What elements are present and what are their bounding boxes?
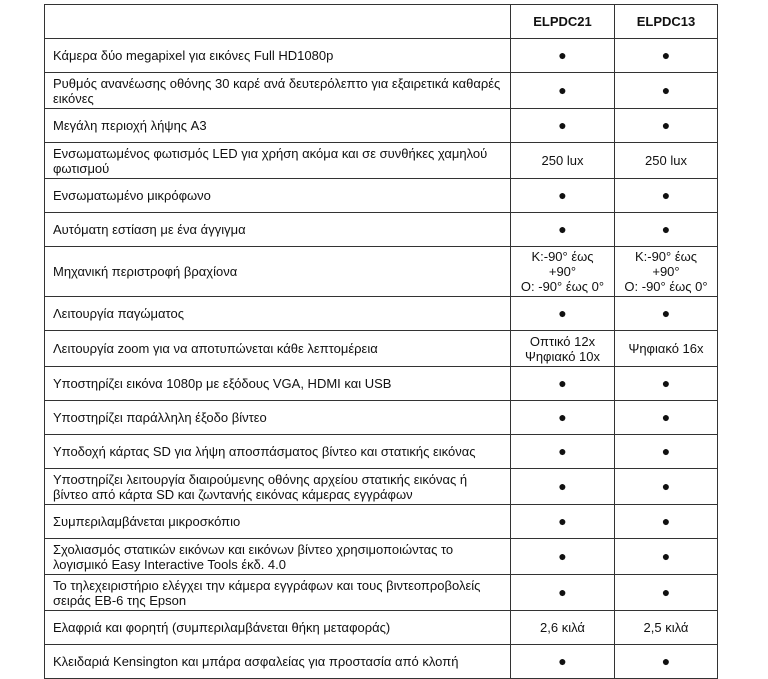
elpdc13-value: ● bbox=[615, 469, 718, 505]
feature-cell: Υποστηρίζει εικόνα 1080p με εξόδους VGA, HDMI και USB bbox=[45, 367, 511, 401]
elpdc21-value: 250 lux bbox=[511, 143, 615, 179]
elpdc21-value: ● bbox=[511, 73, 615, 109]
feature-cell: Συμπεριλαμβάνεται μικροσκόπιο bbox=[45, 505, 511, 539]
feature-cell: Μηχανική περιστροφή βραχίονα bbox=[45, 247, 511, 297]
feature-cell: Το τηλεχειριστήριο ελέγχει την κάμερα εγγράφων και τους βιντεοπροβολείς σειράς EB-6 της Epson bbox=[45, 575, 511, 611]
feature-cell: Κάμερα δύο megapixel για εικόνες Full HD1080p bbox=[45, 39, 511, 73]
elpdc13-value: 250 lux bbox=[615, 143, 718, 179]
elpdc21-value: ● bbox=[511, 109, 615, 143]
elpdc13-value: ● bbox=[615, 73, 718, 109]
table-row bbox=[45, 645, 718, 679]
feature-cell: Σχολιασμός στατικών εικόνων και εικόνων βίντεο χρησιμοποιώντας το λογισμικό Easy Interactive Tools έκδ. 4.0 bbox=[45, 539, 511, 575]
table-row bbox=[45, 179, 718, 213]
elpdc21-value bbox=[511, 331, 615, 367]
elpdc13-value: 2,5 κιλά bbox=[615, 611, 718, 645]
table-row bbox=[45, 469, 718, 505]
elpdc21-value: ● bbox=[511, 645, 615, 679]
feature-cell: Υποστηρίζει παράλληλη έξοδο βίντεο bbox=[45, 401, 511, 435]
elpdc13-value: ● bbox=[615, 575, 718, 611]
elpdc13-value: ● bbox=[615, 213, 718, 247]
elpdc13-value: ● bbox=[615, 39, 718, 73]
elpdc13-value: ● bbox=[615, 539, 718, 575]
table-row bbox=[45, 401, 718, 435]
elpdc21-value: ● bbox=[511, 539, 615, 575]
elpdc21-value-text: Οπτικό 12x Ψηφιακό 10x bbox=[524, 333, 601, 364]
elpdc13-value: ● bbox=[615, 645, 718, 679]
table-row bbox=[45, 435, 718, 469]
feature-cell: Υποδοχή κάρτας SD για λήψη αποσπάσματος βίντεο και στατικής εικόνας bbox=[45, 435, 511, 469]
elpdc21-value: ● bbox=[511, 367, 615, 401]
elpdc21-value: ● bbox=[511, 39, 615, 73]
table-row bbox=[45, 109, 718, 143]
elpdc13-value bbox=[615, 247, 718, 297]
elpdc13-value: ● bbox=[615, 297, 718, 331]
elpdc21-value: 2,6 κιλά bbox=[511, 611, 615, 645]
table-row bbox=[45, 143, 718, 179]
elpdc13-value: ● bbox=[615, 401, 718, 435]
elpdc13-value: ● bbox=[615, 109, 718, 143]
table-row bbox=[45, 73, 718, 109]
elpdc13-value bbox=[615, 331, 718, 367]
header-elpdc13: ELPDC13 bbox=[615, 5, 718, 39]
header-feature-cell bbox=[45, 5, 511, 39]
feature-cell: Αυτόματη εστίαση με ένα άγγιγμα bbox=[45, 213, 511, 247]
elpdc21-value: ● bbox=[511, 435, 615, 469]
elpdc13-value: ● bbox=[615, 179, 718, 213]
feature-cell: Ρυθμός ανανέωσης οθόνης 30 καρέ ανά δευτερόλεπτο για εξαιρετικά καθαρές εικόνες bbox=[45, 73, 511, 109]
elpdc21-value: ● bbox=[511, 575, 615, 611]
elpdc21-value: ● bbox=[511, 401, 615, 435]
elpdc13-value: ● bbox=[615, 367, 718, 401]
elpdc21-value: ● bbox=[511, 297, 615, 331]
comparison-table bbox=[44, 4, 718, 679]
feature-cell: Μεγάλη περιοχή λήψης A3 bbox=[45, 109, 511, 143]
elpdc13-value: ● bbox=[615, 435, 718, 469]
elpdc13-value-text: Κ:-90° έως +90° O: -90° έως 0° bbox=[624, 249, 708, 294]
header-elpdc21: ELPDC21 bbox=[511, 5, 615, 39]
table-row bbox=[45, 611, 718, 645]
elpdc21-value: ● bbox=[511, 213, 615, 247]
table-row bbox=[45, 367, 718, 401]
table-row bbox=[45, 331, 718, 367]
elpdc13-value: ● bbox=[615, 505, 718, 539]
elpdc21-value-text: Κ:-90° έως +90° O: -90° έως 0° bbox=[520, 249, 605, 294]
table-row bbox=[45, 539, 718, 575]
elpdc21-value: ● bbox=[511, 469, 615, 505]
elpdc21-value bbox=[511, 247, 615, 297]
feature-cell: Κλειδαριά Kensington και μπάρα ασφαλείας για προστασία από κλοπή bbox=[45, 645, 511, 679]
feature-cell: Ελαφριά και φορητή (συμπεριλαμβάνεται θήκη μεταφοράς) bbox=[45, 611, 511, 645]
table-row bbox=[45, 213, 718, 247]
elpdc21-value: ● bbox=[511, 505, 615, 539]
header-row bbox=[45, 5, 718, 39]
table-row bbox=[45, 505, 718, 539]
feature-cell: Λειτουργία zoom για να αποτυπώνεται κάθε λεπτομέρεια bbox=[45, 331, 511, 367]
table-row bbox=[45, 575, 718, 611]
table-row bbox=[45, 247, 718, 297]
feature-cell: Λειτουργία παγώματος bbox=[45, 297, 511, 331]
table-row bbox=[45, 39, 718, 73]
feature-cell: Υποστηρίζει λειτουργία διαιρούμενης οθόνης αρχείου στατικής εικόνας ή βίντεο από κάρτα SD και ζωντανής εικόνας κάμερας εγγράφων bbox=[45, 469, 511, 505]
feature-cell: Ενσωματωμένο μικρόφωνο bbox=[45, 179, 511, 213]
feature-cell: Ενσωματωμένος φωτισμός LED για χρήση ακόμα και σε συνθήκες χαμηλού φωτισμού bbox=[45, 143, 511, 179]
table-row bbox=[45, 297, 718, 331]
elpdc13-value-text: Ψηφιακό 16x bbox=[628, 341, 704, 356]
elpdc21-value: ● bbox=[511, 179, 615, 213]
